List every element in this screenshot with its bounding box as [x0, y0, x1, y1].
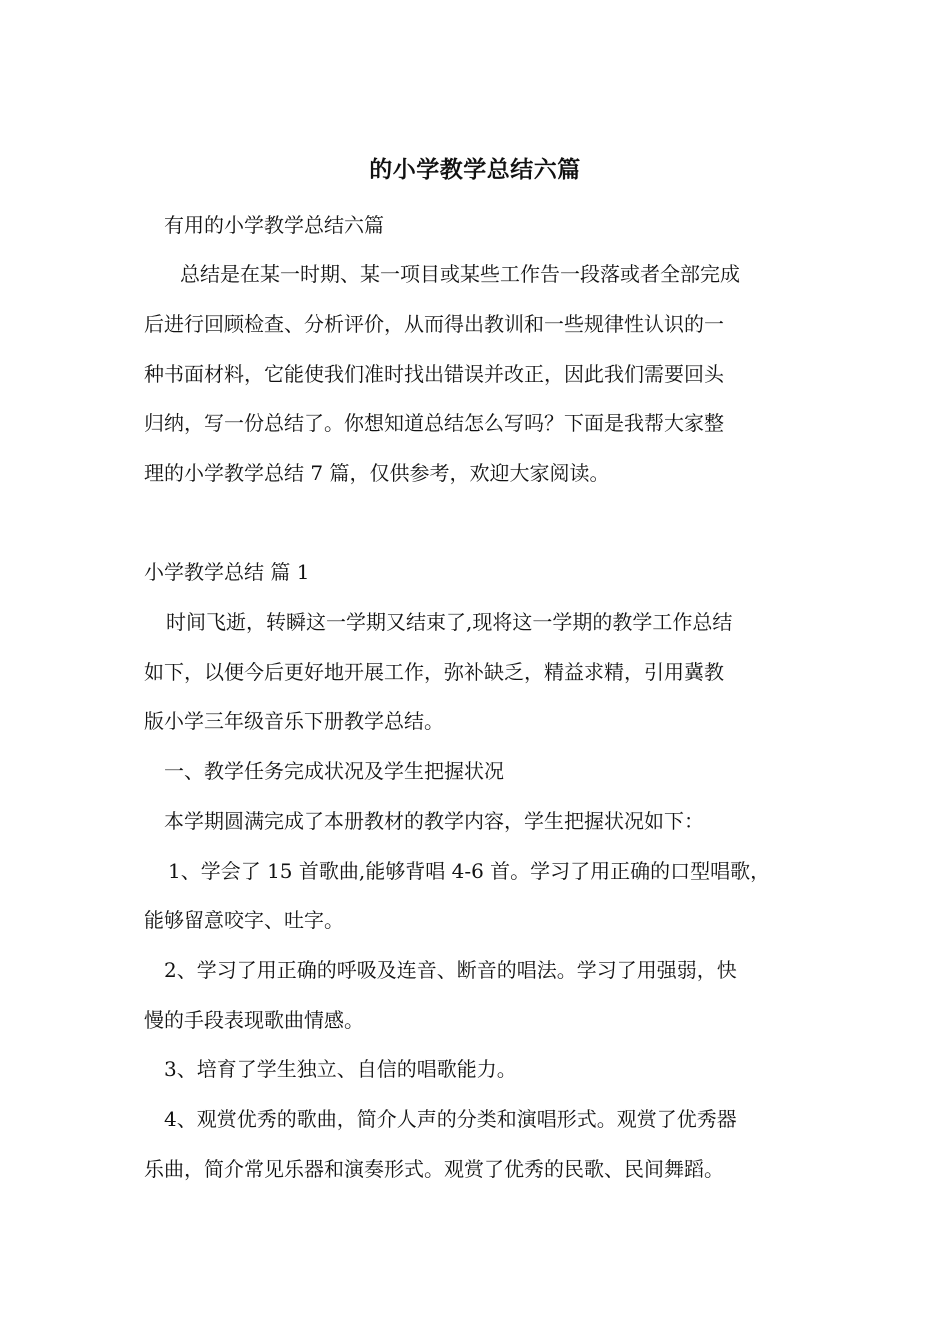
list-item-line: 慢的手段表现歌曲情感。 — [144, 1008, 364, 1032]
list-item-line: 4、观赏优秀的歌曲，简介人声的分类和演唱形式。观赏了优秀器 — [164, 1107, 737, 1131]
subheading-line: 一、教学任务完成状况及学生把握状况 — [164, 759, 504, 783]
section-heading: 小学教学总结 篇 1 — [144, 560, 310, 584]
list-item-line: 乐曲，简介常见乐器和演奏形式。观赏了优秀的民歌、民间舞蹈。 — [144, 1157, 724, 1181]
paragraph-line: 本学期圆满完成了本册教材的教学内容，学生把握状况如下： — [164, 809, 704, 833]
paragraph-line: 后进行回顾检查、分析评价，从而得出教训和一些规律性认识的一 — [144, 312, 724, 336]
paragraph-line: 归纳，写一份总结了。你想知道总结怎么写吗？下面是我帮大家整 — [144, 411, 724, 435]
paragraph-line: 时间飞逝，转瞬这一学期又结束了,现将这一学期的教学工作总结 — [166, 610, 733, 634]
list-item-line: 2、学习了用正确的呼吸及连音、断音的唱法。学习了用强弱，快 — [164, 958, 737, 982]
paragraph-line: 种书面材料，它能使我们准时找出错误并改正，因此我们需要回头 — [144, 362, 724, 386]
paragraph-line: 总结是在某一时期、某一项目或某些工作告一段落或者全部完成 — [180, 262, 740, 286]
paragraph-line: 版小学三年级音乐下册教学总结。 — [144, 709, 444, 733]
list-item-line: 3、培育了学生独立、自信的唱歌能力。 — [164, 1057, 517, 1081]
paragraph-line: 如下，以便今后更好地开展工作，弥补缺乏，精益求精，引用冀教 — [144, 660, 724, 684]
list-item-line: 能够留意咬字、吐字。 — [144, 908, 344, 932]
subtitle-line: 有用的小学教学总结六篇 — [164, 213, 384, 237]
document-title: 的小学教学总结六篇 — [369, 156, 581, 183]
list-item-line: 1、学会了 15 首歌曲,能够背唱 4-6 首。学习了用正确的口型唱歌， — [168, 859, 771, 883]
paragraph-line: 理的小学教学总结 7 篇，仅供参考，欢迎大家阅读。 — [144, 461, 610, 485]
